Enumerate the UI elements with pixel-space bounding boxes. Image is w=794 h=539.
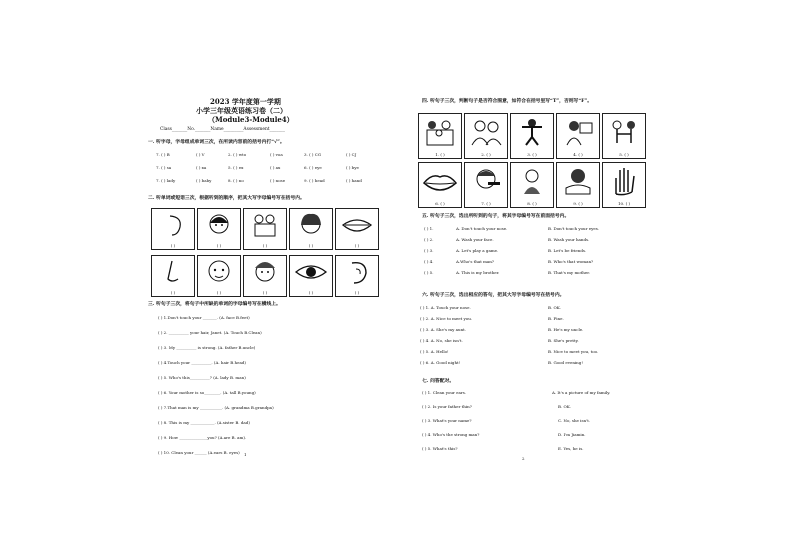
picture-card [151, 255, 195, 297]
option-a: A.Who's that man? [456, 259, 495, 264]
picture-card [602, 113, 646, 159]
section-1-option: ( ) baby [196, 178, 212, 183]
question-item: ( ) 2. Is your father thin? [422, 404, 472, 409]
answer-bracket: 7. ( ) [481, 201, 491, 206]
option-b: B. He's my uncle. [548, 327, 584, 332]
section-1-option: 3. ( ) CG [304, 152, 322, 157]
page-number: 2 [522, 456, 525, 461]
picture-card [418, 162, 462, 208]
question-item: ( ) 3. What's your name? [422, 418, 472, 423]
page-subtitle: 小学三年级英语练习卷（二） [196, 106, 287, 115]
section-2-heading: 二. 听单词或短语三次，根据听到的顺序，把其大写字母编号写在括号内。 [148, 195, 305, 201]
girl-washing-face-icon [560, 166, 596, 196]
answer-bracket: 4. ( ) [573, 152, 583, 157]
option-b: B. Don't touch your eyes. [548, 226, 600, 231]
ear-icon [342, 259, 372, 287]
family-icon [422, 117, 458, 147]
nose-icon [158, 259, 188, 287]
strong-man-icon [514, 117, 550, 147]
answer-bracket: ( ) [354, 243, 360, 248]
lips-icon [422, 171, 458, 195]
option-a: A. Let's play a game. [456, 248, 499, 253]
hand-icon [606, 166, 642, 196]
question-item: ( ) 1. Clean your ears. [422, 390, 467, 395]
section-1-option: ( ) xa [196, 165, 207, 170]
answer-bracket: ( ) [216, 290, 222, 295]
page-title: 2023 学年度第一学期 [210, 97, 281, 106]
answer-item: E. Yes, he is. [558, 446, 584, 451]
section-1-option: 5. ( ) ex [228, 165, 244, 170]
list-item: ( ) 5. Who's this__________? (A. lady B. man) [158, 375, 246, 380]
picture-card [243, 255, 287, 297]
list-item: ( ) 3. A. She's my aunt. [420, 327, 467, 332]
list-item: ( ) 1.Don't touch your _______. (A. face B.feet) [158, 315, 250, 320]
option-b: B. That's my mother. [548, 270, 590, 275]
picture-card [243, 208, 287, 250]
picture-card [335, 255, 379, 297]
question-item: ( ) 4. Who's the strong man? [422, 432, 480, 437]
list-item: ( ) 2. A. Nice to meet you. [420, 316, 473, 321]
section-1-option: ( ) hand [346, 178, 362, 183]
module-label: （Module3-Module4） [208, 115, 294, 124]
picture-card [556, 162, 600, 208]
worksheet-page-1 [148, 95, 380, 475]
list-item: ( ) 3. [424, 248, 434, 253]
section-4-heading: 四. 听句子三次，判断句子是否符合图意，如符合在括号里写“T”，否则写“F”。 [422, 98, 593, 104]
section-1-option: ( ) voa [270, 152, 283, 157]
list-item: ( ) 4. A. No, she isn't. [420, 338, 463, 343]
list-item: ( ) 5. [424, 270, 434, 275]
list-item: ( ) 1. A. Touch your nose. [420, 305, 471, 310]
answer-bracket: 8. ( ) [527, 201, 537, 206]
picture-card [602, 162, 646, 208]
family-icon [250, 211, 280, 239]
picture-card [289, 208, 333, 250]
answer-bracket: 1. ( ) [435, 152, 445, 157]
option-b: B. She's pretty. [548, 338, 579, 343]
section-1-option: 2. ( ) wto [228, 152, 247, 157]
question-item: ( ) 5. What's this? [422, 446, 458, 451]
picture-card [464, 162, 508, 208]
section-1-option: ( ) V [196, 152, 205, 157]
girl-face-icon [204, 211, 234, 239]
answer-bracket: 2. ( ) [481, 152, 491, 157]
section-1-heading: 一. 听字母，字母组成单词三次，在所读内容前的括号内打“√”。 [148, 139, 285, 145]
answer-bracket: ( ) [216, 243, 222, 248]
section-1-option: ( ) nose [270, 178, 286, 183]
student-info-line: Class_______No._______Name_________Assessment_______ [160, 127, 285, 132]
section-1-option: 7. ( ) B [156, 152, 170, 157]
picture-card [151, 208, 195, 250]
worksheet-page-2 [416, 95, 648, 475]
option-b: B. Let's be friends. [548, 248, 587, 253]
answer-bracket: ( ) [354, 290, 360, 295]
answer-bracket: ( ) [170, 290, 176, 295]
option-a: A. Wash your face. [456, 237, 494, 242]
list-item: ( ) 9. How ______________you? (A.are B. am). [158, 435, 247, 440]
old-woman-icon [514, 166, 550, 196]
answer-bracket: 5. ( ) [619, 152, 629, 157]
list-item: ( ) 3. My __________ is strong. (A. father B.uncle) [158, 345, 256, 350]
section-1-option: 9. ( ) head [304, 178, 325, 183]
section-1-option: ( ) ax [270, 165, 281, 170]
page-number: 1 [244, 452, 247, 457]
option-b: B. Who's that woman? [548, 259, 594, 264]
list-item: ( ) 1. [424, 226, 434, 231]
section-2-picture-row-1 [151, 208, 379, 250]
list-item: ( ) 4.Touch your __________. (A. hair B.head) [158, 360, 246, 365]
picture-card [556, 113, 600, 159]
answer-bracket: 3. ( ) [527, 152, 537, 157]
baby-face-icon [204, 258, 234, 286]
list-item: ( ) 4. [424, 259, 434, 264]
picture-card [197, 208, 241, 250]
answer-bracket: ( ) [170, 243, 176, 248]
section-1-option: 7. ( ) lady [156, 178, 176, 183]
section-2-picture-row-2 [151, 255, 379, 297]
list-item: ( ) 6. A. Good night! [420, 360, 461, 365]
boy-brushing-teeth-icon [468, 166, 504, 196]
answer-bracket: ( ) [262, 243, 268, 248]
section-1-option: ( ) bye [346, 165, 359, 170]
section-4-picture-row-2 [418, 162, 646, 208]
boy-face-icon [250, 258, 280, 286]
section-7-heading: 七. 问答配对。 [422, 378, 455, 384]
option-b: B. Fine. [548, 316, 564, 321]
answer-bracket: ( ) [308, 290, 314, 295]
option-a: A. This is my brother. [456, 270, 500, 275]
option-b: B. Nice to meet you, too. [548, 349, 599, 354]
ear-picture-icon [158, 213, 188, 239]
mouth-icon [341, 215, 373, 237]
list-item: ( ) 10. Clean your ______ (A.ears B. eyes) [158, 450, 240, 455]
grandparents-icon [468, 117, 504, 147]
picture-card [418, 113, 462, 159]
section-1-option: 6. ( ) eye [304, 165, 322, 170]
answer-bracket: 10. ( ) [617, 201, 631, 206]
section-4-picture-row-1 [418, 113, 646, 159]
answer-item: C. No, she isn't. [558, 418, 591, 423]
greeting-people-icon [606, 117, 642, 147]
section-1-option: 7. ( ) sa [156, 165, 172, 170]
picture-card [464, 113, 508, 159]
section-1-option: 8. ( ) no [228, 178, 244, 183]
answer-item: B. OK. [558, 404, 572, 409]
picture-card [510, 113, 554, 159]
option-a: A. Don't touch your nose. [456, 226, 508, 231]
answer-bracket: ( ) [262, 290, 268, 295]
girl-with-photo-icon [560, 117, 596, 147]
section-3-heading: 三. 听句子三次，将句子中所缺的单词的字母编号写在横线上。 [148, 301, 281, 307]
section-6-heading: 六. 听句子三次，选出相应的答句，把其大写字母编号写在括号内。 [422, 292, 565, 298]
option-b: B. Good evening! [548, 360, 583, 365]
section-5-heading: 五. 听句子三次，选出所听到的句子，将其字母编号写在前面括号内。 [422, 213, 570, 219]
answer-bracket: 6. ( ) [435, 201, 445, 206]
list-item: ( ) 7.That man is my ___________. (A. grandma B.grandpa) [158, 405, 274, 410]
list-item: ( ) 5. A. Hello! [420, 349, 449, 354]
section-1-option: ( ) CJ [346, 152, 357, 157]
option-b: B. OK. [548, 305, 562, 310]
answer-item: D. I'm Jiamin. [558, 432, 586, 437]
answer-item: A. It's a picture of my family. [552, 390, 611, 395]
option-b: B. Wash your hands. [548, 237, 590, 242]
list-item: ( ) 2. __________ your hair, Janet. (A. Touch B.Clean) [158, 330, 262, 335]
list-item: ( ) 2. [424, 237, 434, 242]
picture-card [197, 255, 241, 297]
picture-card [289, 255, 333, 297]
eye-icon [294, 261, 328, 283]
answer-bracket: ( ) [308, 243, 314, 248]
picture-card [335, 208, 379, 250]
list-item: ( ) 8. This is my ____________. (A.sister B. dad) [158, 420, 250, 425]
list-item: ( ) 6. Your mother is so________. (A. tall B.young) [158, 390, 256, 395]
woman-face-icon [296, 211, 326, 239]
answer-bracket: 9. ( ) [573, 201, 583, 206]
picture-card [510, 162, 554, 208]
